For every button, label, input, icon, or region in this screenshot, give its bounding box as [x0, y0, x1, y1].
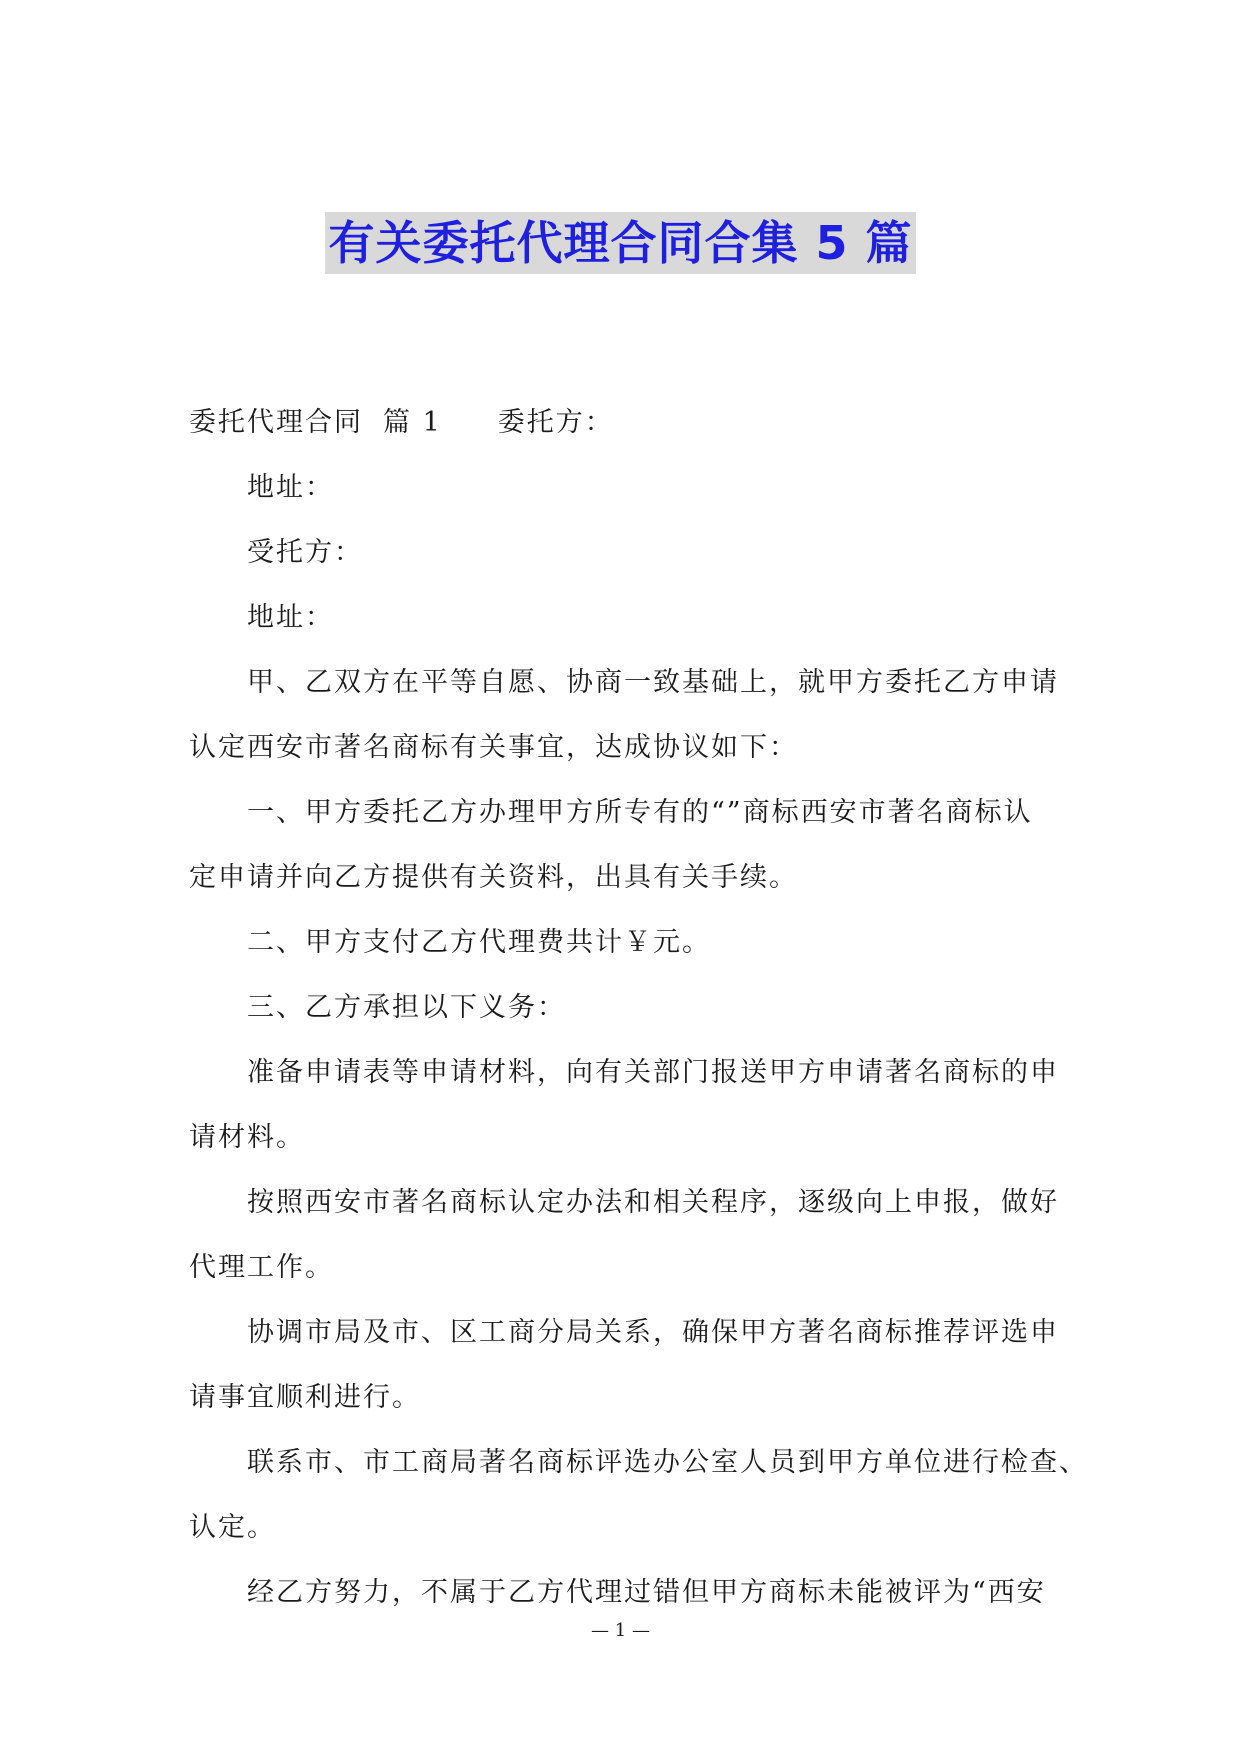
paragraph-line: 认定西安市著名商标有关事宜，达成协议如下：: [189, 732, 798, 763]
paragraph-line: 准备申请表等申请材料，向有关部门报送甲方申请著名商标的申: [247, 1057, 1059, 1088]
paragraph-line: 按照西安市著名商标认定办法和相关程序，逐级向上申报，做好: [247, 1187, 1059, 1218]
paragraph-line: 甲、乙双方在平等自愿、协商一致基础上，就甲方委托乙方申请: [247, 667, 1059, 698]
paragraph-line: 三、乙方承担以下义务：: [247, 992, 566, 1023]
paragraph-line: 受托方：: [247, 537, 363, 568]
paragraph-line: 定申请并向乙方提供有关资料，出具有关手续。: [189, 862, 798, 893]
paragraph-line: 一、甲方委托乙方办理甲方所专有的“”商标西安市著名商标认: [247, 797, 1033, 828]
contract-heading-line: [189, 390, 1059, 455]
paragraph-line: 地址：: [247, 472, 334, 503]
page-number: — 1 —: [591, 1620, 650, 1641]
paragraph-line: 协调市局及市、区工商分局关系，确保甲方著名商标推荐评选申: [247, 1317, 1059, 1348]
document-title: 有关委托代理合同合集 5 篇: [325, 212, 915, 274]
paragraph-line: 联系市、市工商局著名商标评选办公室人员到甲方单位进行检查、: [247, 1447, 1088, 1478]
paragraph-line: 请事宜顺利进行。: [189, 1382, 421, 1413]
principal-label: 委托方：: [497, 407, 614, 438]
contract-number: 篇 1: [383, 407, 442, 438]
paragraph-line: 二、甲方支付乙方代理费共计￥元。: [247, 927, 711, 958]
paragraph-line: 地址：: [247, 602, 334, 633]
contract-heading: 委托代理合同: [189, 407, 363, 438]
paragraph-line: 代理工作。: [189, 1252, 334, 1283]
document-body: [189, 390, 1088, 1625]
paragraph-line: 经乙方努力，不属于乙方代理过错但甲方商标未能被评为“西安: [247, 1577, 1046, 1608]
title-container: [0, 212, 1241, 274]
paragraph-line: 认定。: [189, 1512, 276, 1543]
paragraph-line: 请材料。: [189, 1122, 305, 1153]
